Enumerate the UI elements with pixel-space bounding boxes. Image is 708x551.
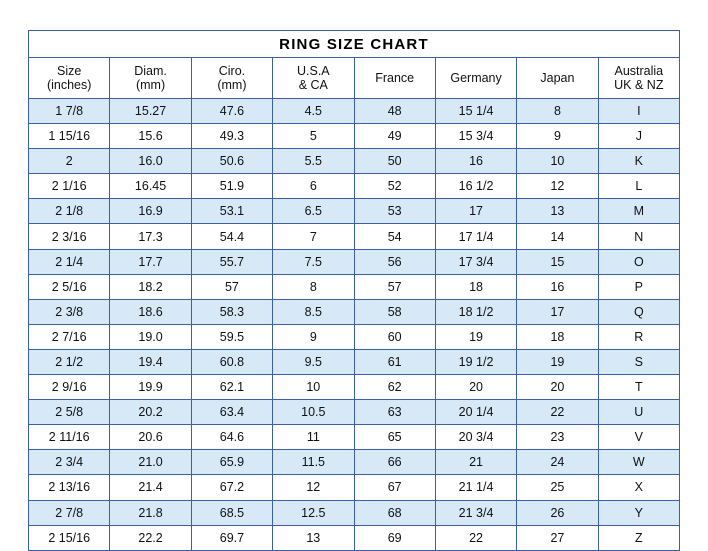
table-row — [29, 99, 680, 124]
table-cell: 9 — [517, 124, 598, 149]
table-cell: 2 5/8 — [29, 400, 110, 425]
table-cell: X — [598, 475, 679, 500]
table-cell: 2 — [29, 149, 110, 174]
table-cell: 15 1/4 — [435, 99, 516, 124]
table-cell: 20 — [435, 375, 516, 400]
table-row — [29, 349, 680, 374]
table-cell: 16.9 — [110, 199, 191, 224]
table-cell: 7 — [273, 224, 354, 249]
table-cell: 18 1/2 — [435, 299, 516, 324]
table-cell: 51.9 — [191, 174, 272, 199]
table-row — [29, 475, 680, 500]
table-row — [29, 400, 680, 425]
table-title-row — [29, 31, 680, 58]
column-header-circumference — [191, 58, 272, 99]
table-cell: 16 — [435, 149, 516, 174]
table-cell: 62.1 — [191, 375, 272, 400]
table-row — [29, 149, 680, 174]
table-cell: 12 — [273, 475, 354, 500]
table-cell: 12.5 — [273, 500, 354, 525]
table-cell: 48 — [354, 99, 435, 124]
table-cell: 21 — [435, 450, 516, 475]
table-cell: 13 — [517, 199, 598, 224]
ring-size-table — [28, 30, 680, 551]
table-row — [29, 224, 680, 249]
table-cell: 15 3/4 — [435, 124, 516, 149]
table-cell: 20.6 — [110, 425, 191, 450]
table-cell: 50.6 — [191, 149, 272, 174]
table-cell: 66 — [354, 450, 435, 475]
table-cell: N — [598, 224, 679, 249]
table-cell: 16 1/2 — [435, 174, 516, 199]
table-cell: 49 — [354, 124, 435, 149]
table-cell: 21.0 — [110, 450, 191, 475]
ring-size-chart — [28, 30, 680, 551]
table-cell: 19 — [517, 349, 598, 374]
table-cell: 67.2 — [191, 475, 272, 500]
table-cell: 19.0 — [110, 324, 191, 349]
table-cell: 15.6 — [110, 124, 191, 149]
table-cell: 10 — [273, 375, 354, 400]
table-cell: U — [598, 400, 679, 425]
table-row — [29, 124, 680, 149]
table-cell: 19.4 — [110, 349, 191, 374]
table-row — [29, 425, 680, 450]
table-cell: 17 3/4 — [435, 249, 516, 274]
table-cell: J — [598, 124, 679, 149]
table-cell: 18.2 — [110, 274, 191, 299]
table-cell: 2 9/16 — [29, 375, 110, 400]
table-cell: 52 — [354, 174, 435, 199]
table-cell: 17.3 — [110, 224, 191, 249]
table-cell: 4.5 — [273, 99, 354, 124]
column-header-germany-line1: Germany — [450, 71, 502, 85]
table-cell: 20 — [517, 375, 598, 400]
table-cell: 12 — [517, 174, 598, 199]
table-cell: 49.3 — [191, 124, 272, 149]
table-cell: M — [598, 199, 679, 224]
table-cell: K — [598, 149, 679, 174]
table-cell: 17 — [435, 199, 516, 224]
table-cell: 55.7 — [191, 249, 272, 274]
table-cell: 63.4 — [191, 400, 272, 425]
column-header-diameter — [110, 58, 191, 99]
table-row — [29, 199, 680, 224]
table-row — [29, 249, 680, 274]
column-header-japan — [517, 58, 598, 99]
column-header-australia-uk-nz — [598, 58, 679, 99]
table-cell: 59.5 — [191, 324, 272, 349]
table-cell: 2 5/16 — [29, 274, 110, 299]
table-cell: 54 — [354, 224, 435, 249]
table-cell: L — [598, 174, 679, 199]
table-cell: 18.6 — [110, 299, 191, 324]
table-cell: 17 1/4 — [435, 224, 516, 249]
table-cell: 16.0 — [110, 149, 191, 174]
table-cell: 15 — [517, 249, 598, 274]
table-cell: 2 3/16 — [29, 224, 110, 249]
table-cell: 53 — [354, 199, 435, 224]
table-cell: P — [598, 274, 679, 299]
table-cell: 8 — [517, 99, 598, 124]
table-cell: 10 — [517, 149, 598, 174]
table-cell: T — [598, 375, 679, 400]
table-cell: 8 — [273, 274, 354, 299]
table-cell: 58 — [354, 299, 435, 324]
column-header-diameter-line2: (mm) — [135, 78, 166, 92]
table-cell: 6.5 — [273, 199, 354, 224]
table-cell: 5 — [273, 124, 354, 149]
table-cell: 22 — [517, 400, 598, 425]
table-cell: S — [598, 349, 679, 374]
table-cell: V — [598, 425, 679, 450]
table-cell: 60 — [354, 324, 435, 349]
table-cell: 27 — [517, 525, 598, 550]
table-cell: 69 — [354, 525, 435, 550]
table-cell: 2 13/16 — [29, 475, 110, 500]
table-cell: 2 1/2 — [29, 349, 110, 374]
table-row — [29, 324, 680, 349]
table-cell: 2 3/4 — [29, 450, 110, 475]
table-cell: 58.3 — [191, 299, 272, 324]
table-cell: 7.5 — [273, 249, 354, 274]
column-header-japan-line1: Japan — [540, 71, 575, 85]
table-cell: 21.8 — [110, 500, 191, 525]
column-header-usa-ca-line2: & CA — [298, 78, 328, 92]
table-cell: 17 — [517, 299, 598, 324]
column-header-germany — [435, 58, 516, 99]
table-row — [29, 299, 680, 324]
table-cell: 65 — [354, 425, 435, 450]
table-cell: 2 11/16 — [29, 425, 110, 450]
table-header-row — [29, 58, 680, 99]
table-cell: 24 — [517, 450, 598, 475]
table-cell: 13 — [273, 525, 354, 550]
table-cell: 2 7/8 — [29, 500, 110, 525]
table-cell: Z — [598, 525, 679, 550]
table-cell: 57 — [191, 274, 272, 299]
column-header-australia-uk-nz-line1: Australia — [614, 64, 664, 78]
table-cell: Y — [598, 500, 679, 525]
table-cell: 15.27 — [110, 99, 191, 124]
table-cell: 60.8 — [191, 349, 272, 374]
table-cell: 22 — [435, 525, 516, 550]
table-cell: 9 — [273, 324, 354, 349]
table-cell: 16 — [517, 274, 598, 299]
table-cell: 2 1/8 — [29, 199, 110, 224]
table-cell: 19 1/2 — [435, 349, 516, 374]
table-cell: 61 — [354, 349, 435, 374]
table-cell: 21 3/4 — [435, 500, 516, 525]
table-cell: 14 — [517, 224, 598, 249]
table-cell: 6 — [273, 174, 354, 199]
table-cell: 1 15/16 — [29, 124, 110, 149]
table-cell: R — [598, 324, 679, 349]
column-header-size — [29, 58, 110, 99]
column-header-usa-ca — [273, 58, 354, 99]
table-cell: 19 — [435, 324, 516, 349]
table-cell: 2 1/16 — [29, 174, 110, 199]
column-header-australia-uk-nz-line2: UK & NZ — [614, 78, 664, 92]
table-row — [29, 174, 680, 199]
page-title: RING SIZE CHART — [29, 31, 680, 58]
table-cell: 47.6 — [191, 99, 272, 124]
column-header-size-line2: (inches) — [46, 78, 92, 92]
table-cell: W — [598, 450, 679, 475]
table-cell: 68.5 — [191, 500, 272, 525]
table-cell: 20.2 — [110, 400, 191, 425]
table-cell: 8.5 — [273, 299, 354, 324]
column-header-size-line1: Size — [57, 64, 82, 78]
table-cell: 62 — [354, 375, 435, 400]
table-cell: Q — [598, 299, 679, 324]
table-cell: 1 7/8 — [29, 99, 110, 124]
table-cell: 10.5 — [273, 400, 354, 425]
column-header-france-line1: France — [375, 71, 415, 85]
table-cell: 20 1/4 — [435, 400, 516, 425]
column-header-circumference-line2: (mm) — [217, 78, 247, 92]
table-cell: 23 — [517, 425, 598, 450]
table-cell: 5.5 — [273, 149, 354, 174]
table-row — [29, 274, 680, 299]
table-cell: 65.9 — [191, 450, 272, 475]
table-cell: 69.7 — [191, 525, 272, 550]
table-cell: 22.2 — [110, 525, 191, 550]
column-header-diameter-line1: Diam. — [134, 64, 167, 78]
table-cell: 17.7 — [110, 249, 191, 274]
table-cell: 25 — [517, 475, 598, 500]
table-cell: 57 — [354, 274, 435, 299]
table-cell: O — [598, 249, 679, 274]
table-cell: 67 — [354, 475, 435, 500]
table-cell: I — [598, 99, 679, 124]
table-cell: 2 15/16 — [29, 525, 110, 550]
table-cell: 21.4 — [110, 475, 191, 500]
table-cell: 64.6 — [191, 425, 272, 450]
table-body — [29, 99, 680, 551]
table-cell: 63 — [354, 400, 435, 425]
table-cell: 16.45 — [110, 174, 191, 199]
table-cell: 18 — [517, 324, 598, 349]
column-header-usa-ca-line1: U.S.A — [296, 64, 330, 78]
table-row — [29, 450, 680, 475]
table-cell: 2 1/4 — [29, 249, 110, 274]
table-row — [29, 525, 680, 550]
table-cell: 50 — [354, 149, 435, 174]
table-cell: 9.5 — [273, 349, 354, 374]
table-cell: 20 3/4 — [435, 425, 516, 450]
table-cell: 56 — [354, 249, 435, 274]
table-cell: 53.1 — [191, 199, 272, 224]
table-row — [29, 500, 680, 525]
table-cell: 2 7/16 — [29, 324, 110, 349]
table-cell: 2 3/8 — [29, 299, 110, 324]
table-cell: 21 1/4 — [435, 475, 516, 500]
table-cell: 26 — [517, 500, 598, 525]
table-cell: 11 — [273, 425, 354, 450]
table-cell: 19.9 — [110, 375, 191, 400]
column-header-circumference-line1: Ciro. — [218, 64, 246, 78]
table-cell: 18 — [435, 274, 516, 299]
column-header-france — [354, 58, 435, 99]
table-cell: 11.5 — [273, 450, 354, 475]
table-row — [29, 375, 680, 400]
table-cell: 68 — [354, 500, 435, 525]
table-cell: 54.4 — [191, 224, 272, 249]
